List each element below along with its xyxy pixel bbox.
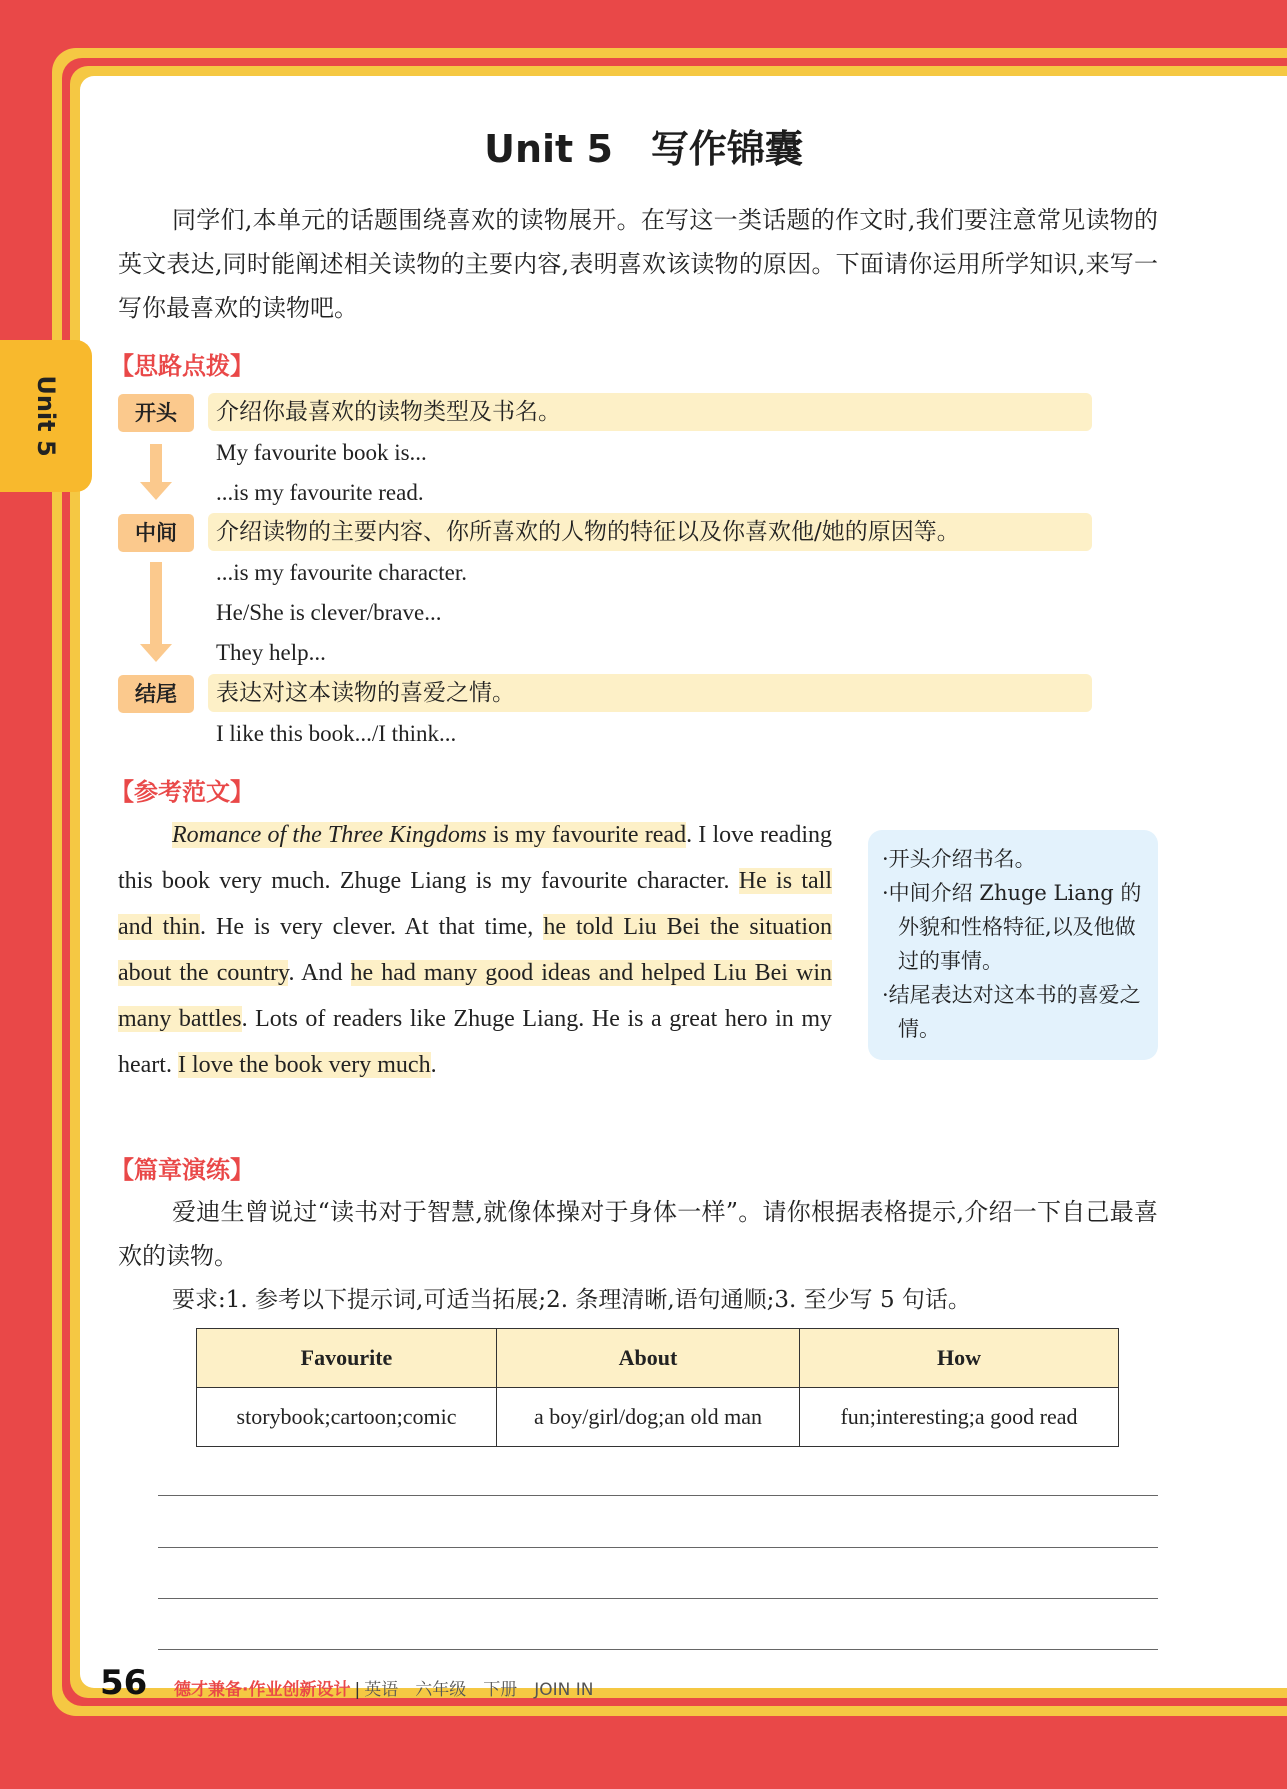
note-item-1: ·开头介绍书名。: [882, 847, 1036, 871]
footer-series: 英语 六年级 下册 JOIN IN: [364, 1680, 594, 1700]
unit-tab-label: Unit 5: [32, 375, 60, 457]
arrow-head-icon: [140, 644, 172, 662]
essay-text-1: . I love reading this book very much. Zhuge Liang is my favourite character.: [118, 822, 833, 894]
step-start-line-1: My favourite book is...: [216, 440, 427, 465]
table-header: About: [497, 1329, 800, 1388]
essay-highlight-1: is my favourite read: [486, 822, 687, 848]
note-item-3: ·结尾表达对这本书的喜爱之情。: [882, 983, 1141, 1041]
essay-highlight-5: I love the book very much: [177, 1052, 431, 1078]
writing-line[interactable]: [158, 1495, 1158, 1496]
essay-highlight-4: he had many good ideas and helped Liu Bei win many battles: [118, 960, 832, 1032]
essay-text-4: . Lots of readers like Zhuge Liang. He is a great hero in my heart.: [118, 1006, 833, 1078]
step-start-line-2: ...is my favourite read.: [216, 480, 424, 505]
footer-separator: |: [354, 1680, 361, 1700]
page-title: Unit 5 写作锦囊: [484, 127, 803, 171]
arrow-down-icon: [150, 444, 162, 484]
table-header-row: [197, 1329, 1119, 1388]
step-end-line-1: I like this book.../I think...: [216, 721, 457, 746]
page-number: 56: [100, 1663, 148, 1703]
table-cell: storybook;cartoon;comic: [197, 1388, 497, 1447]
arrow-down-icon: [150, 562, 162, 646]
essay-text-3: . And: [288, 960, 351, 986]
writing-line[interactable]: [158, 1649, 1158, 1650]
sample-essay: [118, 812, 832, 1088]
essay-text-2: . He is very clever. At that time,: [200, 914, 544, 940]
essay-highlight-2: He is tall and thin: [118, 868, 832, 940]
essay-text-5: .: [430, 1052, 437, 1078]
step-middle-line-3: They help...: [216, 640, 326, 665]
step-desc-end: 表达对这本读物的喜爱之情。: [208, 674, 1092, 712]
writing-line[interactable]: [158, 1547, 1158, 1548]
table-header: How: [800, 1329, 1119, 1388]
note-item-2: ·中间介绍 Zhuge Liang 的外貌和性格特征,以及他做过的事情。: [882, 881, 1142, 973]
table-cell: a boy/girl/dog;an old man: [497, 1388, 800, 1447]
step-desc-middle: 介绍读物的主要内容、你所喜欢的人物的特征以及你喜欢他/她的原因等。: [208, 513, 1092, 551]
essay-highlight-3: he told Liu Bei the situation about the country: [118, 914, 832, 986]
practice-requirements: 要求:1. 参考以下提示词,可适当拓展;2. 条理清晰,语句通顺;3. 至少写 5 句话。: [172, 1287, 971, 1313]
footer: [174, 1675, 593, 1700]
writing-line[interactable]: [158, 1598, 1158, 1599]
prompt-table: [196, 1328, 1119, 1447]
section-tips-heading: 【思路点拨】: [110, 352, 254, 380]
table-row: [197, 1388, 1119, 1447]
table-cell: fun;interesting;a good read: [800, 1388, 1119, 1447]
step-middle-line-2: He/She is clever/brave...: [216, 600, 442, 625]
step-middle-line-1: ...is my favourite character.: [216, 560, 467, 585]
essay-book-title: Romance of the Three Kingdoms: [172, 822, 487, 848]
unit-tab: [0, 340, 92, 492]
note-box: [868, 830, 1158, 1060]
step-badge-end: 结尾: [118, 675, 194, 713]
section-practice-heading: 【篇章演练】: [110, 1156, 254, 1184]
step-badge-middle: 中间: [118, 514, 194, 552]
arrow-head-icon: [140, 482, 172, 500]
practice-intro: 爱迪生曾说过“读书对于智慧,就像体操对于身体一样”。请你根据表格提示,介绍一下自己最喜欢的读物。: [118, 1198, 1158, 1270]
section-sample-heading: 【参考范文】: [110, 778, 254, 806]
table-header: Favourite: [197, 1329, 497, 1388]
intro-paragraph: 同学们,本单元的话题围绕喜欢的读物展开。在写这一类话题的作文时,我们要注意常见读物的英文表达,同时能阐述相关读物的主要内容,表明喜欢该读物的原因。下面请你运用所学知识,来写一写你最喜欢的读物吧。: [118, 206, 1158, 322]
step-desc-start: 介绍你最喜欢的读物类型及书名。: [208, 393, 1092, 431]
footer-brand: 德才兼备·作业创新设计: [174, 1680, 351, 1700]
step-badge-start: 开头: [118, 394, 194, 432]
